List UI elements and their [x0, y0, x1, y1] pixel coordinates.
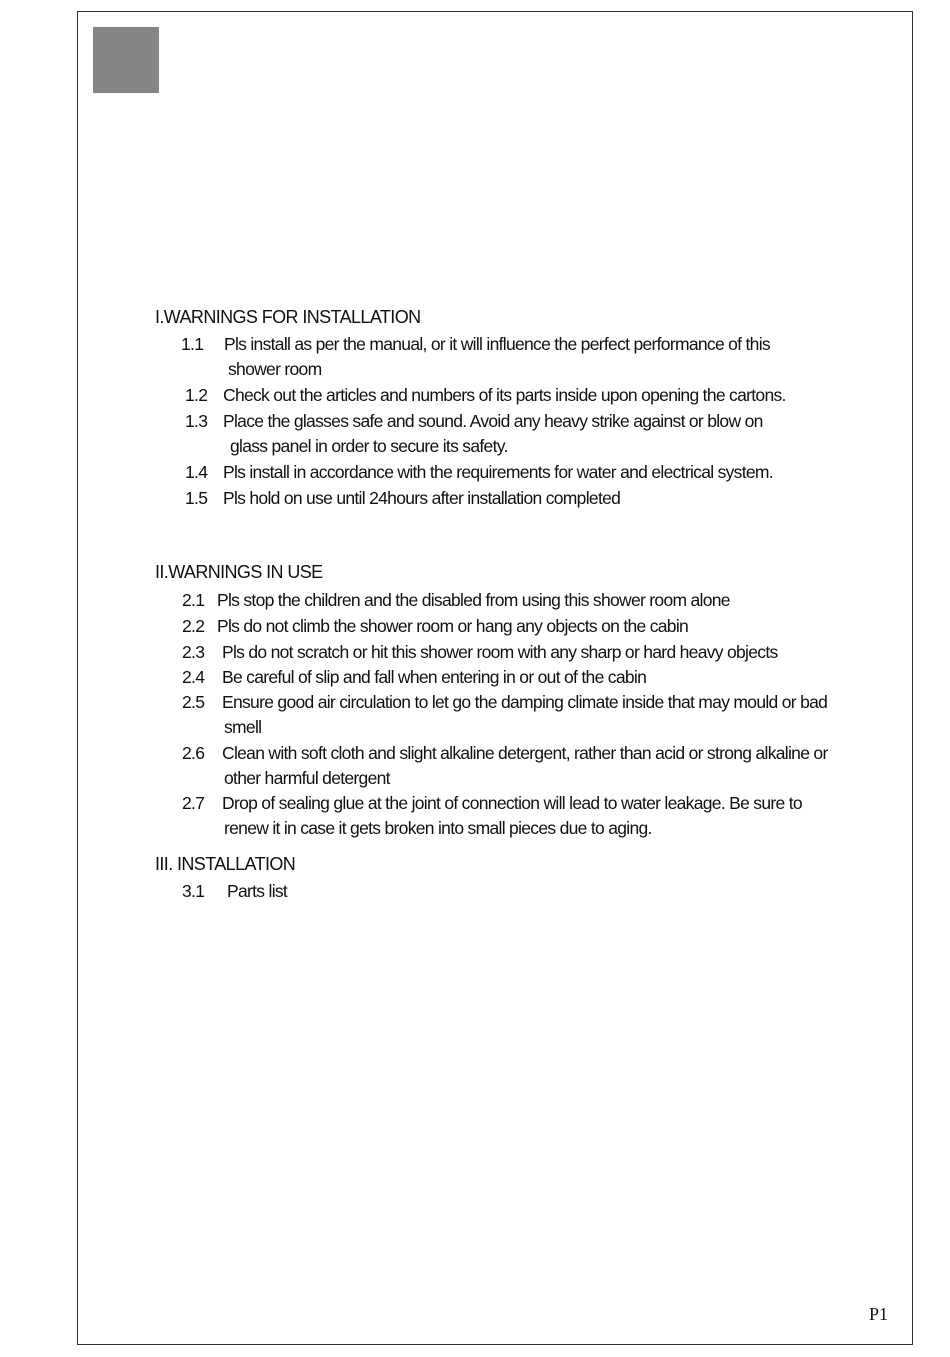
item-number: 2.7 [182, 793, 205, 813]
section-heading-installation: III. INSTALLATION [155, 854, 296, 874]
item-number: 2.4 [182, 667, 205, 687]
item-number: 2.1 [182, 590, 205, 610]
item-number: 1.3 [185, 411, 208, 431]
section-heading-use-warnings: II.WARNINGS IN USE [155, 562, 323, 582]
item-text: Pls stop the children and the disabled from using this shower room alone [217, 590, 730, 610]
item-text: Clean with soft cloth and slight alkaline detergent, rather than acid or strong alkaline or [222, 743, 828, 763]
item-text-continued: smell [224, 717, 262, 737]
item-number: 3.1 [182, 881, 205, 901]
item-text: Drop of sealing glue at the joint of connection will lead to water leakage. Be sure to [222, 793, 802, 813]
item-text: Parts list [227, 881, 288, 901]
page-number: P1 [869, 1304, 889, 1324]
item-text: Pls install in accordance with the requirements for water and electrical system. [223, 462, 773, 482]
item-number: 2.2 [182, 616, 205, 636]
item-text: Check out the articles and numbers of its parts inside upon opening the cartons. [223, 385, 786, 405]
item-text-continued: glass panel in order to secure its safety. [230, 436, 508, 456]
item-text: Pls do not climb the shower room or hang any objects on the cabin [217, 616, 689, 636]
item-text: Pls hold on use until 24hours after installation completed [223, 488, 621, 508]
item-number: 1.1 [181, 334, 204, 354]
item-number: 1.2 [185, 385, 208, 405]
item-text: Be careful of slip and fall when entering in or out of the cabin [222, 667, 647, 687]
item-text: Pls install as per the manual, or it will influence the perfect performance of this [224, 334, 770, 354]
item-text: Pls do not scratch or hit this shower room with any sharp or hard heavy objects [222, 642, 778, 662]
section-heading-installation-warnings: I.WARNINGS FOR INSTALLATION [155, 307, 421, 327]
grey-tab-block [93, 27, 159, 93]
item-text-continued: other harmful detergent [224, 768, 390, 788]
item-number: 2.3 [182, 642, 205, 662]
item-text: Place the glasses safe and sound. Avoid any heavy strike against or blow on [223, 411, 763, 431]
item-number: 1.5 [185, 488, 208, 508]
item-number: 2.6 [182, 743, 205, 763]
item-text: Ensure good air circulation to let go the damping climate inside that may mould or bad [222, 692, 828, 712]
item-text-continued: shower room [228, 359, 322, 379]
item-number: 2.5 [182, 692, 205, 712]
item-number: 1.4 [185, 462, 208, 482]
item-text-continued: renew it in case it gets broken into small pieces due to aging. [224, 818, 652, 838]
